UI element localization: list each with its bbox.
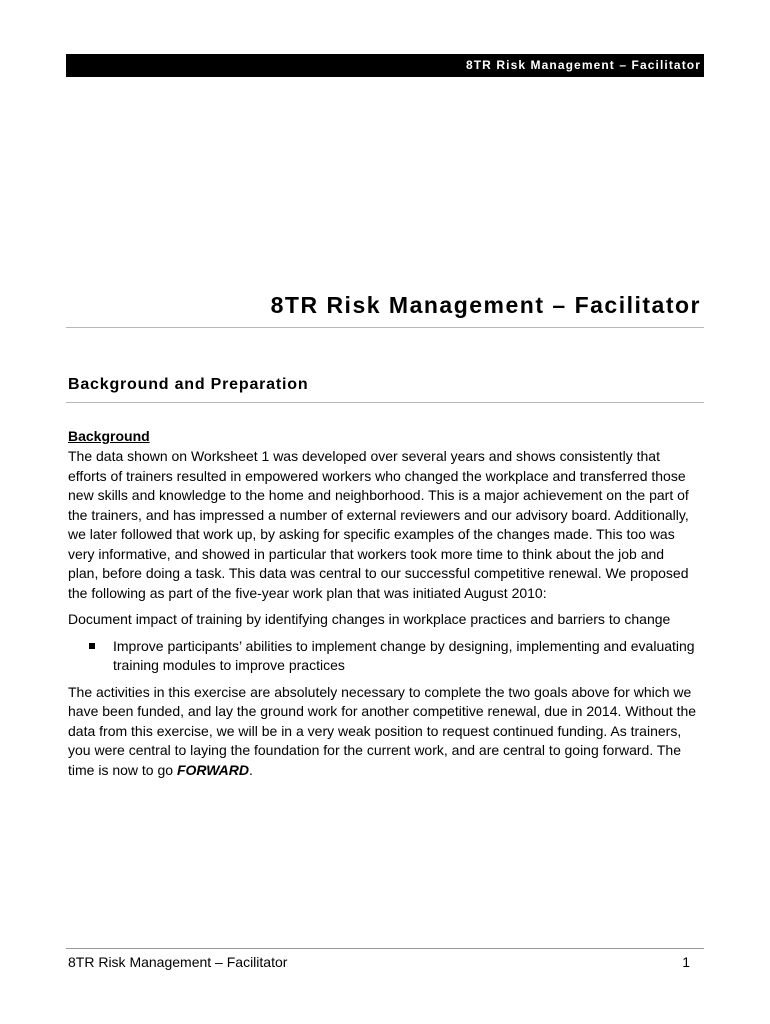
section-heading [66,376,704,403]
page-number: 1 [682,954,690,970]
running-header-bar [66,54,704,77]
bullet-item [68,637,698,676]
footer-title: 8TR Risk Management – Facilitator [68,954,288,970]
document-body [68,425,698,787]
paragraph-3 [68,683,698,781]
running-header-title: 8TR Risk Management – Facilitator [465,58,701,72]
subsection-heading: Background [68,428,150,444]
section-heading-text: Background and Preparation [68,376,309,393]
paragraph-2: Document impact of training by identifying changes in workplace practices and barriers to change [68,611,671,627]
page-footer [66,948,704,975]
square-bullet-icon [89,643,95,649]
paragraph-3-emphasis: FORWARD [176,761,250,778]
document-title [66,292,704,328]
paragraph-3-text: The activities in this exercise are absolutely necessary to complete the two goals above for which we have been funded, and lay the ground work for another competitive renewal, due in 2014. Without the data from this exercise, we will be in a very weak position to request continued funding. As trainers, you were central to laying the foundation for the current work, and are central to going forward. The time is now to go [68,683,697,778]
bullet-text: Improve participants’ abilities to implement change by designing, implementing and evaluating training modules to improve practices [113,637,695,673]
paragraph-3-end: . [249,761,253,778]
paragraph-1: The data shown on Worksheet 1 was developed over several years and shows consistently that efforts of trainers resulted in empowered workers who changed the workplace and transferred those new skills and knowledge to the home and neighborhood. This is a major achievement on the part of the trainers, and has impressed a number of external reviewers and our advisory board. Additionally, we later followed that work up, by asking for specific examples of the changes made. This too was very informative, and showed in particular that workers took more time to think about the job and plan, before doing a task. This data was central to our successful competitive renewal. We proposed the following as part of the five-year work plan that was initiated August 2010: [68,448,689,601]
document-title-text: 8TR Risk Management – Facilitator [270,292,701,318]
